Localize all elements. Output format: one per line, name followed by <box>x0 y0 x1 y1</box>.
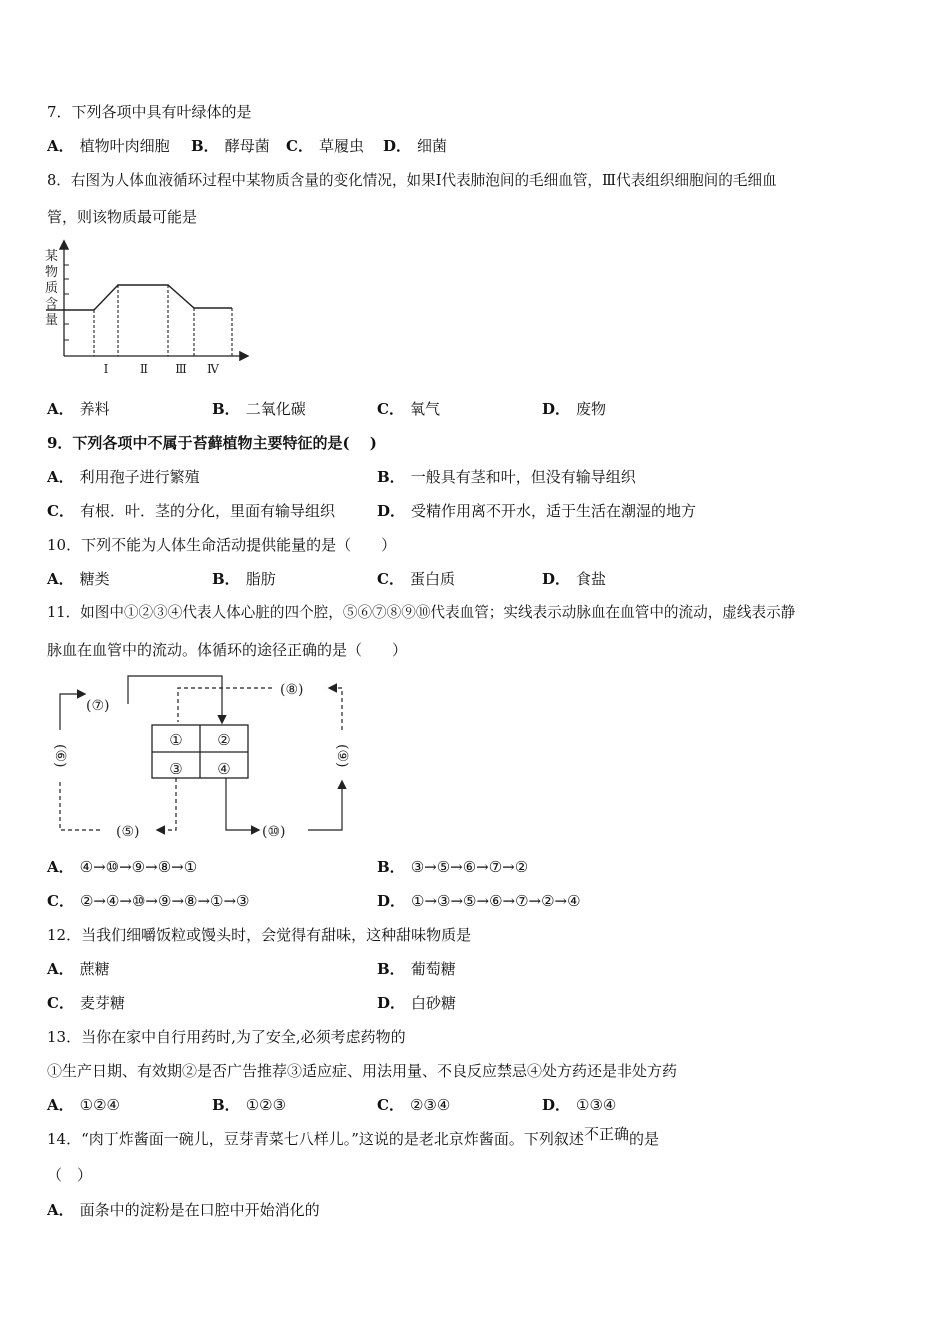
vessel-7-path <box>128 676 222 722</box>
ylabel-char-4: 含 <box>45 297 59 312</box>
q7-stem: 7．下列各项中具有叶绿体的是 <box>47 103 252 121</box>
q14-answer-blank: （ ） <box>47 1166 93 1184</box>
ylabel-char-5: 量 <box>45 313 59 328</box>
q8-option-a: A． 养料 <box>47 400 110 418</box>
label-vessel-6: (⑥) <box>52 744 68 768</box>
q8-line-chart <box>40 236 255 378</box>
vessel-8-path <box>178 688 272 722</box>
label-vessel-9: (⑨) <box>334 744 350 768</box>
q14-emphasis: 不正确 <box>583 1125 629 1143</box>
q11-option-b: B． ③→⑤→⑥→⑦→② <box>377 858 529 876</box>
q11-option-d: D． ①→③→⑤→⑥→⑦→②→④ <box>377 892 581 910</box>
segment-label-4: Ⅳ <box>207 362 219 376</box>
q12-option-a: A． 蔗糖 <box>47 960 110 978</box>
q12-option-c: C． 麦芽糖 <box>47 994 125 1012</box>
q11-option-a: A． ④→⑩→⑨→⑧→① <box>47 858 198 876</box>
q7-option-b: B． 酵母菌 <box>191 137 270 155</box>
q12-option-d: D． 白砂糖 <box>377 994 457 1012</box>
q11-stem-line1: 11．如图中①②③④代表人体心脏的四个腔，⑤⑥⑦⑧⑨⑩代表血管；实线表示动脉血在血管中的流动，虚线表示静 <box>47 604 796 621</box>
q11-circulation-diagram <box>40 672 360 848</box>
chart-content-line <box>46 285 232 310</box>
q7-option-a: A． 植物叶肉细胞 <box>47 137 170 155</box>
q8-stem-line2: 管，则该物质最可能是 <box>47 208 198 226</box>
label-vessel-7: (⑦) <box>86 698 110 714</box>
q9-option-c: C． 有根．叶．茎的分化，里面有输导组织 <box>47 502 335 520</box>
q9-stem: 9．下列各项中不属于苔藓植物主要特征的是( ) <box>47 434 377 452</box>
chamber-1: ① <box>169 731 183 749</box>
ylabel-char-1: 某 <box>45 249 59 264</box>
q12-stem: 12．当我们细嚼饭粒或馒头时，会觉得有甜味，这种甜味物质是 <box>47 926 472 944</box>
q14-stem <box>47 1125 659 1149</box>
heart-chambers-grid <box>152 725 248 778</box>
segment-label-3: Ⅲ <box>175 362 187 376</box>
label-vessel-8: (⑧) <box>280 682 304 698</box>
q14-stem-part1: 14．“肉丁炸酱面一碗儿，豆芽青菜七八样儿。”这说的是老北京炸酱面。下列叙述 <box>47 1130 584 1148</box>
q8-stem-line1: 8．右图为人体血液循环过程中某物质含量的变化情况，如果Ⅰ代表肺泡间的毛细血管，Ⅲ代表组织细胞间的毛细血 <box>47 172 777 189</box>
chamber-4: ④ <box>217 760 231 778</box>
ylabel-char-3: 质 <box>45 281 59 296</box>
chamber-2: ② <box>217 731 231 749</box>
q7-option-c: C． 草履虫 <box>286 137 364 155</box>
q13-option-c: C． ②③④ <box>377 1096 451 1114</box>
q13-option-d: D． ①③④ <box>542 1096 617 1114</box>
q13-option-b: B． ①②③ <box>212 1096 287 1114</box>
q8-option-d: D． 废物 <box>542 400 607 418</box>
q10-option-c: C． 蛋白质 <box>377 570 455 588</box>
vessel-6-upper <box>60 694 84 730</box>
q8-option-c: C． 氧气 <box>377 400 440 418</box>
label-vessel-10: (⑩) <box>262 824 286 840</box>
q8-option-b: B． 二氧化碳 <box>212 400 306 418</box>
q10-option-d: D． 食盐 <box>542 570 607 588</box>
q9-option-a: A． 利用孢子进行繁殖 <box>47 468 200 486</box>
segment-label-2: Ⅱ <box>139 362 149 376</box>
q9-option-b: B． 一般具有茎和叶，但没有输导组织 <box>377 468 636 486</box>
vessel-6-lower <box>60 782 100 830</box>
q10-stem: 10．下列不能为人体生命活动提供能量的是（ ） <box>47 536 397 554</box>
q11-stem-line2: 脉血在血管中的流动。体循环的途径正确的是（ ） <box>47 641 408 659</box>
label-vessel-5: (⑤) <box>116 824 140 840</box>
chart-segment-dividers <box>94 285 232 356</box>
q13-option-a: A． ①②④ <box>47 1096 120 1114</box>
q10-option-b: B． 脂肪 <box>212 570 276 588</box>
q9-option-d: D． 受精作用离不开水，适于生活在潮湿的地方 <box>377 502 697 520</box>
q13-items: ①生产日期、有效期②是否广告推荐③适应症、用法用量、不良反应禁忌④处方药还是非处方药 <box>47 1062 678 1080</box>
q11-option-c: C． ②→④→⑩→⑨→⑧→①→③ <box>47 892 250 910</box>
vessel-5-path <box>158 778 176 830</box>
chamber-3: ③ <box>169 760 183 778</box>
vessel-9-upper <box>330 688 342 730</box>
vessel-10-path <box>226 778 258 830</box>
q12-option-b: B． 葡萄糖 <box>377 960 456 978</box>
ylabel-char-2: 物 <box>45 265 59 280</box>
q7-option-d: D． 细菌 <box>383 137 448 155</box>
chart-y-ticks <box>64 265 69 340</box>
q14-option-a: A． 面条中的淀粉是在口腔中开始消化的 <box>47 1201 320 1219</box>
segment-label-1: Ⅰ <box>103 362 109 376</box>
vessel-9-lower <box>308 782 342 830</box>
q13-stem: 13．当你在家中自行用药时,为了安全,必须考虑药物的 <box>47 1028 406 1046</box>
q14-stem-part3: 的是 <box>628 1130 659 1148</box>
q10-option-a: A． 糖类 <box>47 570 110 588</box>
chart-ylabel <box>45 249 58 328</box>
